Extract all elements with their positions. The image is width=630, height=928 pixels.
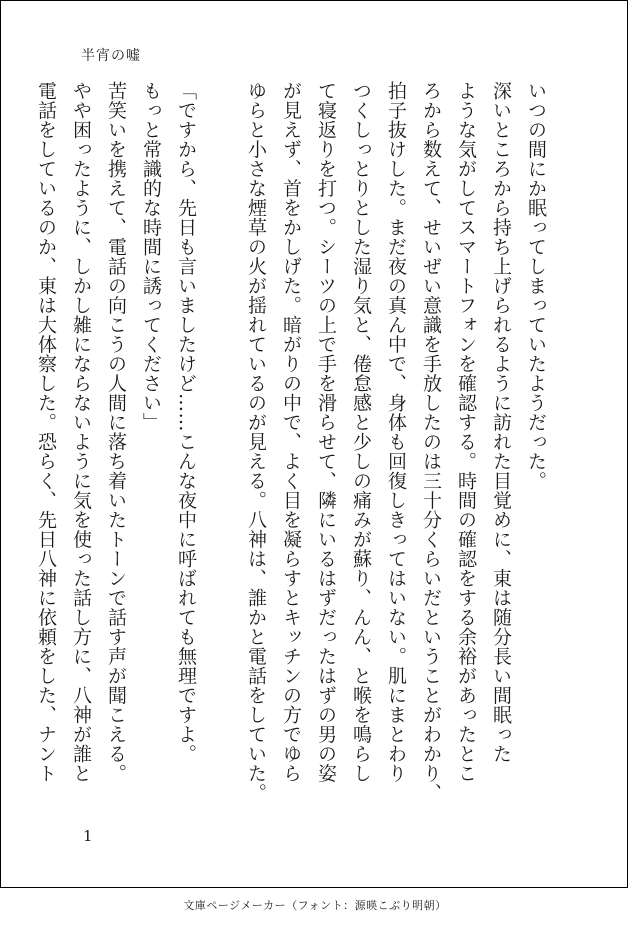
text-line: が見えず、首をかしげた。暗がりの中で、よく目を凝らすとキッチンの方でゆら — [280, 81, 302, 783]
text-line: ような気がしてスマートフォンを確認する。時間の確認をする余裕があったとこ — [455, 81, 477, 783]
text-line: 「ですから、先日も言いましたけど……こんな夜中に呼ばれても無理ですよ。 — [175, 81, 197, 764]
text-line: いつの間にか眠ってしまっていたようだった。 — [525, 81, 547, 491]
text-line: ゆらと小さな煙草の火が揺れているのが見える。八神は、誰かと電話をしていた。 — [245, 81, 267, 803]
text-line: やや困ったように、しかし雑にならないように気を使った話し方に、八神が誰と — [70, 81, 92, 783]
text-line: 拍子抜けした。まだ夜の真ん中で、身体も回復しきってはいない。肌にまとわり — [385, 81, 407, 783]
footer-credit: 文庫ページメーカー（フォント：源暎こぶり明朝） — [183, 899, 447, 912]
page-number: 1 — [83, 827, 93, 845]
running-title: 半宵の嘘 — [81, 48, 141, 64]
text-line: 深いところから持ち上げられるように訪れた目覚めに、東は随分長い間眠った — [490, 81, 512, 764]
text-line: て寝返りを打つ。シーツの上で手を滑らせて、隣にいるはずだったはずの男の姿 — [315, 81, 337, 783]
text-line: ろから数えて、せいぜい意識を手放したのは三十分くらいだということがわかり、 — [420, 81, 442, 803]
vertical-body-text — [35, 81, 553, 821]
text-line: もっと常識的な時間に誘ってください」 — [140, 81, 162, 432]
blank-line — [203, 81, 238, 821]
text-line: 苦笑いを携えて、電話の向こうの人間に落ち着いたトーンで話す声が聞こえる。 — [105, 81, 127, 783]
text-line: つくしっとりとした湿り気と、倦怠感と少しの痛みが蘇り、んん、と喉を鳴らし — [350, 81, 372, 783]
text-line: 電話をしているのか、東は大体察した。恐らく、先日八神に依頼をした、ナント — [35, 81, 57, 783]
